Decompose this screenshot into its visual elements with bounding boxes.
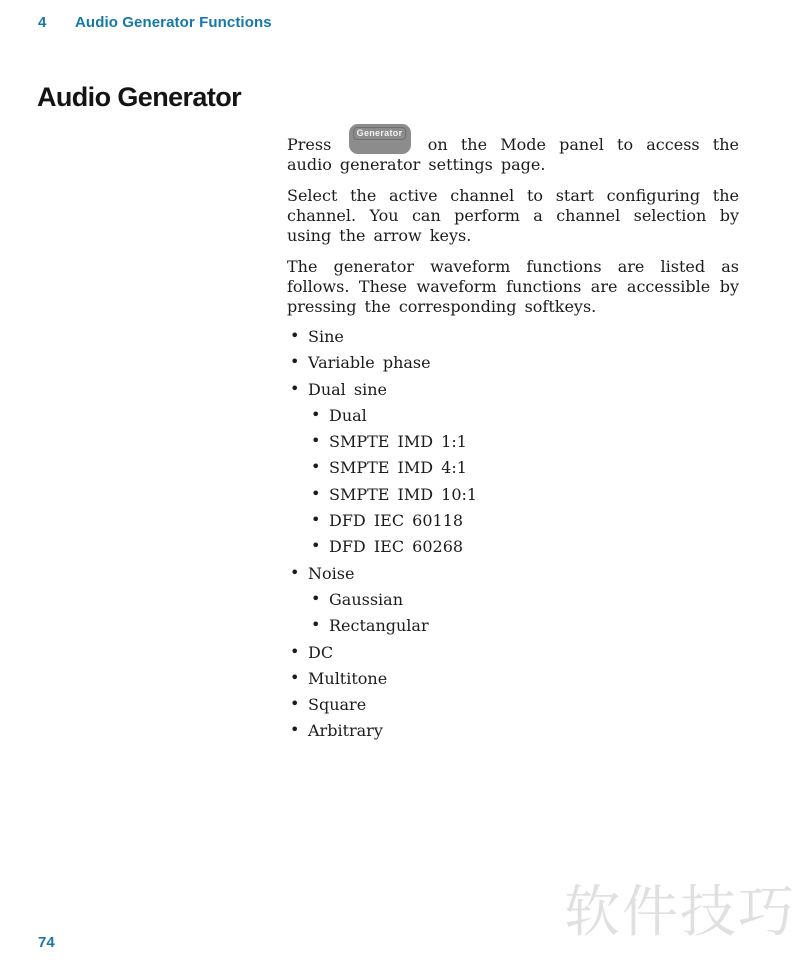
- bullet-icon: •: [290, 667, 300, 687]
- page-number: 74: [38, 934, 55, 951]
- paragraph-select-channel: Select the active channel to start configuring the channel. You can perform a channel selection by using the arrow keys.: [287, 186, 739, 245]
- running-header: [38, 14, 272, 31]
- chapter-number: 4: [38, 14, 47, 31]
- waveform-list-item: [308, 458, 739, 478]
- waveform-list-item: [287, 669, 739, 689]
- paragraph-waveform-functions: The generator waveform functions are listed as follows. These waveform functions are accessible by pressing the corresponding softkeys.: [287, 257, 739, 316]
- waveform-list-item: [287, 327, 739, 347]
- bullet-icon: •: [290, 562, 300, 582]
- waveform-list-item-label: SMPTE IMD 4:1: [329, 458, 467, 478]
- waveform-list-item-label: Dual: [329, 405, 367, 425]
- chapter-title: Audio Generator Functions: [75, 14, 272, 31]
- waveform-list-item: [287, 564, 739, 584]
- waveform-list-item: [308, 406, 739, 426]
- waveform-list-item: [287, 353, 739, 373]
- page-title: Audio Generator: [37, 82, 242, 112]
- waveform-list-item: [308, 485, 739, 505]
- watermark: 软件技巧: [564, 880, 796, 943]
- waveform-list-item-label: Variable phase: [308, 353, 431, 373]
- waveform-list-item-label: Dual sine: [308, 379, 387, 399]
- content-column: [287, 124, 739, 748]
- waveform-list-item-label: Square: [308, 695, 367, 715]
- bullet-icon: •: [290, 378, 300, 398]
- bullet-icon: •: [311, 483, 321, 503]
- waveform-list-item-label: Arbitrary: [308, 721, 383, 741]
- waveform-list-item-label: Noise: [308, 563, 355, 583]
- waveform-list-item: [287, 695, 739, 715]
- waveform-list-item-label: Multitone: [308, 668, 388, 688]
- waveform-list: [287, 327, 739, 741]
- waveform-list-item-label: Gaussian: [329, 589, 404, 609]
- waveform-list-item-label: SMPTE IMD 10:1: [329, 484, 478, 504]
- waveform-list-item-label: DC: [308, 642, 334, 662]
- bullet-icon: •: [311, 431, 321, 451]
- waveform-list-item: [308, 590, 739, 610]
- bullet-icon: •: [311, 404, 321, 424]
- generator-key-illustration: [349, 124, 411, 154]
- bullet-icon: •: [311, 536, 321, 556]
- waveform-list-item: [287, 721, 739, 741]
- waveform-list-item-label: SMPTE IMD 1:1: [329, 432, 467, 452]
- generator-key-label: Generator: [353, 127, 407, 140]
- bullet-icon: •: [290, 641, 300, 661]
- paragraph-press-generator: [287, 124, 739, 175]
- paragraph-text-before: Press: [287, 135, 332, 154]
- waveform-list-item: [308, 616, 739, 636]
- waveform-list-item: [287, 380, 739, 400]
- bullet-icon: •: [311, 510, 321, 530]
- bullet-icon: •: [311, 588, 321, 608]
- waveform-list-item: [308, 511, 739, 531]
- bullet-icon: •: [290, 720, 300, 740]
- bullet-icon: •: [290, 326, 300, 345]
- bullet-icon: •: [311, 615, 321, 635]
- bullet-icon: •: [290, 694, 300, 714]
- waveform-list-item-label: DFD IEC 60268: [329, 537, 464, 557]
- waveform-list-item: [308, 432, 739, 452]
- bullet-icon: •: [290, 352, 300, 372]
- bullet-icon: •: [311, 457, 321, 477]
- waveform-list-item: [308, 537, 739, 557]
- paragraph-text-after: on the Mode panel to access the audio generator settings page.: [287, 135, 740, 174]
- waveform-list-item-label: DFD IEC 60118: [329, 511, 464, 531]
- waveform-list-item: [287, 643, 739, 663]
- waveform-list-item-label: Sine: [308, 327, 344, 346]
- waveform-list-item-label: Rectangular: [329, 616, 429, 636]
